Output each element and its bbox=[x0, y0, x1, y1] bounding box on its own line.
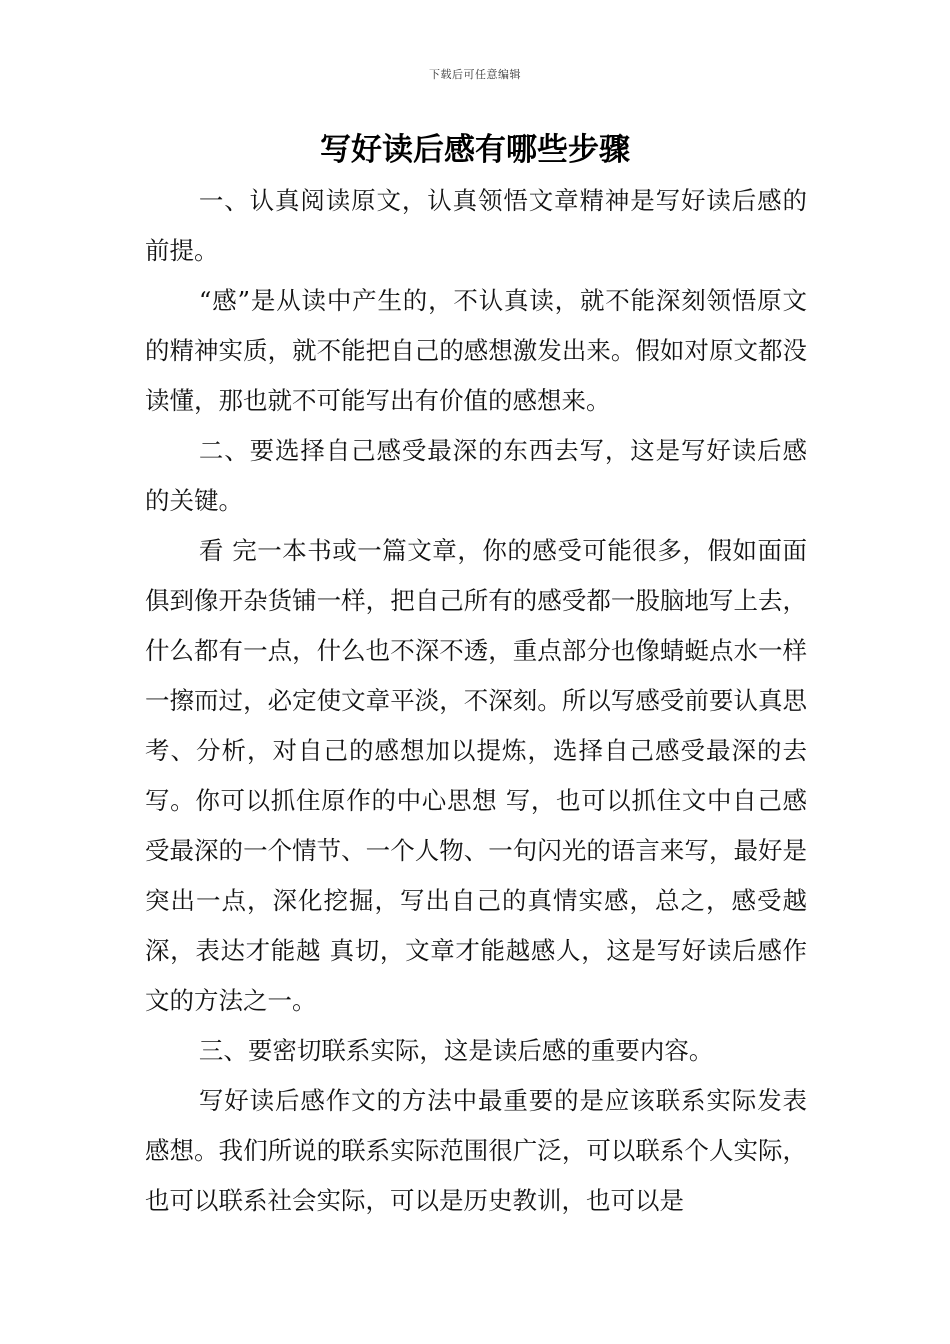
paragraph-step-two: 二、要选择自己感受最深的东西去写，这是写好读后感的关键。 bbox=[145, 436, 807, 515]
paragraph-step-one-detail: “感”是从读中产生的，不认真读，就不能深刻领悟原文的精神实质，就不能把自己的感想激发出来。假如对原文都没读懂，那也就不可能写出有价值的感想来。 bbox=[145, 286, 807, 415]
document-body bbox=[145, 176, 807, 1226]
paragraph-step-three: 三、要密切联系实际，这是读后感的重要内容。 bbox=[198, 1036, 714, 1065]
page-title: 写好读后感有哪些步骤 bbox=[320, 132, 630, 168]
paragraph-step-three-detail: 写好读后感作文的方法中最重要的是应该联系实际发表感想。我们所说的联系实际范围很广泛，可以联系个人实际，也可以联系社会实际，可以是历史教训，也可以是 bbox=[145, 1086, 807, 1215]
paragraph-step-two-detail: 看 完一本书或一篇文章，你的感受可能很多，假如面面俱到像开杂货铺一样，把自己所有的感受都一股脑地写上去，什么都有一点，什么也不深不透，重点部分也像蜻蜓点水一样一擦而过，必定使文章平淡，不深刻。所以写感受前要认真思考、分析，对自己的感想加以提炼，选择自己感受最深的去写。你可以抓住原作的中心思想 写，也可以抓住文中自己感受最深的一个情节、一个人物、一句闪光的语言来写，最好是突出一点，深化挖掘，写出自己的真情实感，总之，感受越深，表达才能越 真切，文章才能越感人，这是写好读后感作文的方法之一。 bbox=[145, 536, 807, 1015]
paragraph-step-one: 一、认真阅读原文，认真领悟文章精神是写好读后感的前提。 bbox=[145, 186, 807, 265]
header-note: 下载后可任意编辑 bbox=[429, 68, 521, 81]
